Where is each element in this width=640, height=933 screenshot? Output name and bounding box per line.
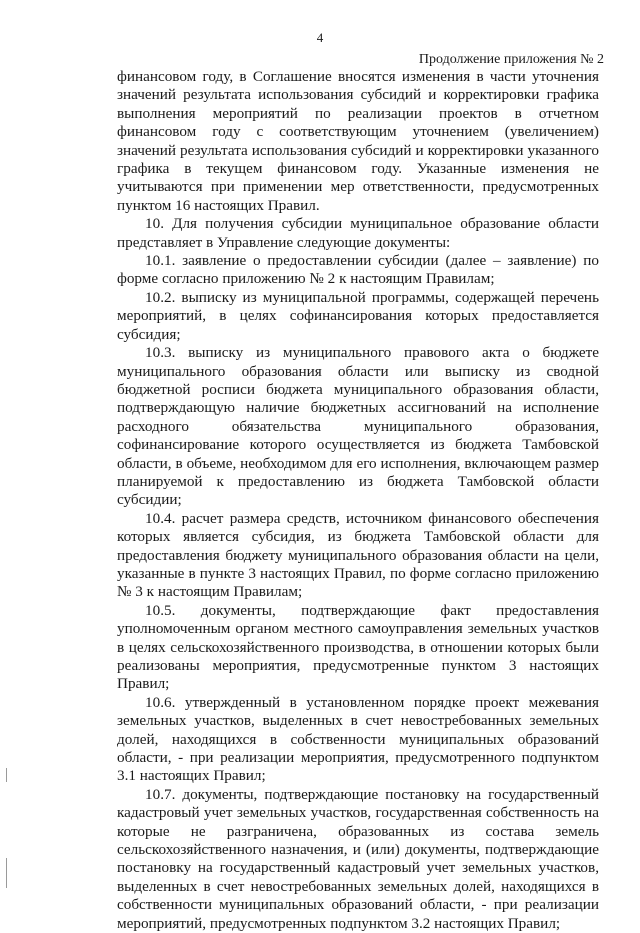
- paragraph-item-10-3: 10.3. выписку из муниципального правового акта о бюджете муниципального образования области или выписку из сводной бюджетной росписи бюджета муниципального образования области, подтверждающую наличие бюджетных ассигнований на исполнение расходного обязательства муниципального образования, софинансирование которого осуществляется из бюджета Тамбовской области, в объеме, необходимом для его исполнения, включающем размер планируемой к предоставлению из бюджета Тамбовской области субсидии;: [117, 344, 599, 509]
- scan-margin-mark: [6, 768, 7, 782]
- paragraph-item-10-5: 10.5. документы, подтверждающие факт предоставления уполномоченным органом местного самоуправления земельных участков в целях сельскохозяйственного производства, в отношении которых были реализованы мероприятия, предусмотренные пунктом 3 настоящих Правил;: [117, 601, 599, 693]
- paragraph-item-10-1: 10.1. заявление о предоставлении субсидии (далее – заявление) по форме согласно приложению № 2 к настоящим Правилам;: [117, 252, 599, 288]
- paragraph-item-10: 10. Для получения субсидии муниципальное образование области представляет в Управление следующие документы:: [117, 215, 599, 251]
- paragraph-continuation: финансовом году, в Соглашение вносятся изменения в части уточнения значений результата использования субсидий и корректировки графика выполнения мероприятий по реализации проектов в отчетном финансовом году с соответствующим уточнением (увеличением) значений результата использования субсидий и корректировки указанного графика в текущем финансовом году. Указанные изменения не учитываются при применении мер ответственности, предусмотренных пунктом 16 настоящих Правил.: [117, 68, 599, 214]
- paragraph-item-10-6: 10.6. утвержденный в установленном порядке проект межевания земельных участков, выделенных в счет невостребованных земельных долей, находящихся в собственности муниципальных образований области, - при реализации мероприятия, предусмотренного подпунктом 3.1 настоящих Правил;: [117, 693, 599, 785]
- paragraph-item-10-7: 10.7. документы, подтверждающие постановку на государственный кадастровый учет земельных участков, государственная собственность на которые не разграничена, образованных из состава земель сельскохозяйственного назначения, и (или) документы, подтверждающие постановку на государственный кадастровый учет земельных участков, выделенных в счет невостребованных земельных долей, находящихся в собственности муниципальных образований области, - при реализации мероприятий, предусмотренных подпунктом 3.2 настоящих Правил;: [117, 785, 599, 932]
- document-body: [117, 68, 599, 933]
- scan-margin-mark: [6, 858, 7, 888]
- page-number: 4: [316, 30, 324, 45]
- paragraph-item-10-4: 10.4. расчет размера средств, источником финансового обеспечения которых является субсидия, из бюджета Тамбовской области для предоставления бюджету муниципального образования области на цели, указанные в пункте 3 настоящих Правил, по форме согласно приложению № 3 к настоящим Правилам;: [117, 509, 599, 601]
- appendix-continuation-note: Продолжение приложения № 2: [418, 52, 604, 67]
- paragraph-item-10-2: 10.2. выписку из муниципальной программы, содержащей перечень мероприятий, в целях софинансирования которых предоставляется субсидия;: [117, 288, 599, 343]
